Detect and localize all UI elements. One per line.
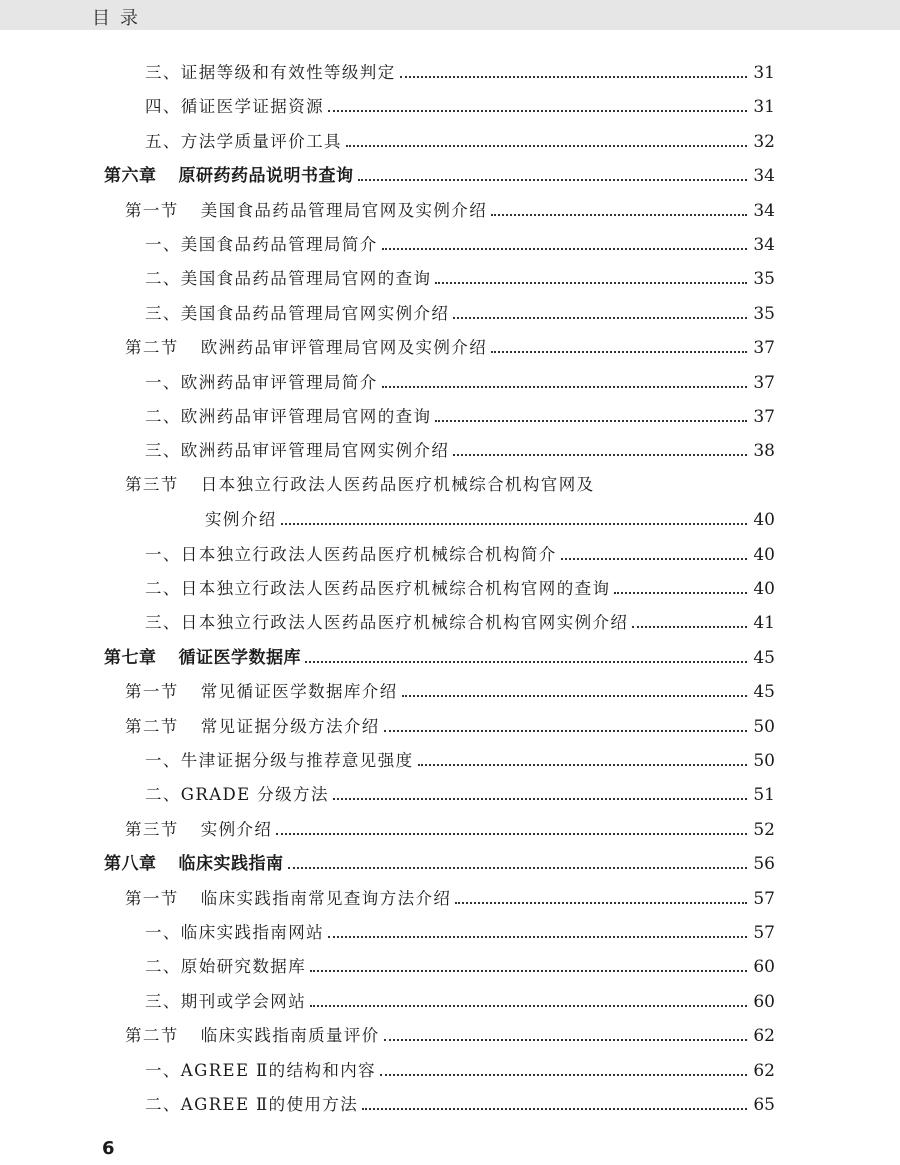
toc-entry[interactable] bbox=[0, 436, 900, 462]
toc-entry-page: 65 bbox=[753, 1095, 775, 1115]
toc-entry-page: 38 bbox=[753, 441, 775, 462]
toc-entry-title: 二、GRADE 分级方法 bbox=[145, 785, 329, 805]
dot-leader bbox=[346, 145, 747, 147]
toc-entry-page: 35 bbox=[753, 303, 775, 324]
toc-entry-label bbox=[104, 853, 284, 875]
toc-entry[interactable] bbox=[0, 1021, 900, 1047]
dot-leader bbox=[328, 936, 747, 938]
header-title: 目录 bbox=[92, 8, 148, 29]
toc-entry-label bbox=[145, 406, 431, 428]
toc-entry[interactable] bbox=[0, 608, 900, 634]
toc-entry-label bbox=[125, 681, 398, 703]
toc-entry-number: 第一节 bbox=[125, 200, 179, 220]
toc-entry-page: 62 bbox=[753, 1026, 775, 1047]
dot-leader bbox=[632, 626, 747, 628]
toc-entry-title: 一、临床实践指南网站 bbox=[145, 923, 324, 942]
dot-leader bbox=[455, 902, 747, 904]
toc-section-number: 第三节 bbox=[125, 475, 179, 494]
toc-entry[interactable] bbox=[0, 849, 900, 875]
dot-leader bbox=[435, 282, 747, 284]
toc-entry-number: 第二节 bbox=[125, 338, 179, 358]
toc-entry[interactable] bbox=[0, 196, 900, 222]
toc-entry-label bbox=[145, 544, 557, 566]
toc-entry-title: 循证医学数据库 bbox=[178, 647, 301, 668]
dot-leader bbox=[328, 110, 747, 112]
toc-entry-page: 52 bbox=[753, 819, 775, 840]
toc-entry-page: 41 bbox=[753, 613, 775, 634]
toc-entry-page: 40 bbox=[753, 579, 775, 599]
toc-entry[interactable] bbox=[0, 677, 900, 703]
toc-entry-number: 第三节 bbox=[125, 819, 179, 839]
toc-entry-page: 34 bbox=[753, 166, 775, 187]
toc-entry-title: 实例介绍 bbox=[205, 510, 277, 530]
running-header bbox=[0, 0, 900, 30]
dot-leader bbox=[384, 730, 748, 732]
toc-entry[interactable] bbox=[0, 1090, 900, 1116]
toc-entry[interactable] bbox=[0, 746, 900, 772]
dot-leader bbox=[362, 1108, 747, 1110]
toc-entry-label bbox=[145, 578, 610, 600]
toc-entry-label bbox=[104, 647, 301, 669]
toc-entry-title: 临床实践指南 bbox=[178, 854, 284, 875]
toc-entry[interactable] bbox=[0, 264, 900, 290]
toc-entry-title: 一、牛津证据分级与推荐意见强度 bbox=[145, 751, 414, 770]
toc-entry-title: 常见循证医学数据库介绍 bbox=[200, 682, 398, 702]
toc-entry-page: 40 bbox=[753, 510, 775, 531]
toc-entry-page: 57 bbox=[753, 888, 775, 909]
dot-leader bbox=[453, 317, 747, 319]
dot-leader bbox=[491, 214, 747, 216]
toc-entry-title: 一、美国食品药品管理局简介 bbox=[145, 235, 378, 254]
toc-entry-label bbox=[104, 165, 354, 187]
toc-entry-label bbox=[145, 612, 628, 634]
toc-entry-title: 二、美国食品药品管理局官网的查询 bbox=[145, 269, 432, 289]
toc-entry-title: 二、AGREE Ⅱ的使用方法 bbox=[145, 1095, 359, 1114]
toc-entry-label bbox=[145, 784, 329, 806]
toc-entry[interactable] bbox=[0, 780, 900, 806]
toc-entry[interactable] bbox=[0, 884, 900, 910]
toc-entry-page: 50 bbox=[753, 751, 775, 771]
toc-entry-title: 临床实践指南质量评价 bbox=[200, 1026, 380, 1046]
toc-entry-page: 34 bbox=[753, 200, 775, 221]
toc-entry-page: 45 bbox=[753, 647, 775, 668]
toc-entry-label bbox=[125, 200, 487, 222]
toc-entry-label bbox=[145, 440, 449, 462]
dot-leader bbox=[418, 764, 748, 766]
toc-entry-page: 56 bbox=[753, 854, 775, 875]
dot-leader bbox=[384, 1039, 748, 1041]
dot-leader bbox=[281, 523, 748, 525]
toc-entry-title: 三、欧洲药品审评管理局官网实例介绍 bbox=[145, 441, 450, 461]
toc-entry-page: 31 bbox=[753, 63, 775, 83]
toc-entry-label bbox=[145, 303, 449, 325]
toc-entry-number: 第二节 bbox=[125, 1026, 179, 1046]
toc-entry-number: 第一节 bbox=[125, 682, 179, 702]
toc-entry-title: 三、日本独立行政法人医药品医疗机械综合机构官网实例介绍 bbox=[145, 613, 629, 633]
dot-leader bbox=[435, 420, 747, 422]
dot-leader bbox=[400, 76, 748, 78]
toc-entry[interactable] bbox=[0, 540, 900, 566]
toc-entry[interactable] bbox=[0, 127, 900, 153]
toc-entry-number: 第一节 bbox=[125, 888, 179, 908]
toc-entry[interactable] bbox=[0, 299, 900, 325]
toc-entry-title: 原研药药品说明书查询 bbox=[178, 166, 354, 187]
toc-entry[interactable] bbox=[0, 505, 900, 531]
toc-entry-page: 60 bbox=[753, 957, 775, 978]
dot-leader bbox=[382, 248, 748, 250]
dot-leader bbox=[453, 454, 747, 456]
toc-entry-page: 57 bbox=[753, 923, 775, 943]
toc-entry-title: 美国食品药品管理局官网及实例介绍 bbox=[200, 200, 488, 220]
toc-entry-title: 一、欧洲药品审评管理局简介 bbox=[145, 372, 378, 392]
toc-entry-number: 第八章 bbox=[104, 854, 157, 875]
toc-entry-title: 二、原始研究数据库 bbox=[145, 957, 307, 977]
dot-leader bbox=[382, 386, 748, 388]
toc-entry-label bbox=[125, 337, 487, 359]
toc-entry-title: 三、期刊或学会网站 bbox=[145, 991, 307, 1011]
toc-entry[interactable] bbox=[0, 161, 900, 187]
toc-entry-title: 四、循证医学证据资源 bbox=[145, 97, 324, 117]
dot-leader bbox=[402, 695, 748, 697]
toc-entry-title: 欧洲药品审评管理局官网及实例介绍 bbox=[200, 338, 488, 358]
dot-leader bbox=[561, 558, 748, 560]
toc-entry-page: 37 bbox=[753, 372, 775, 393]
dot-leader bbox=[614, 592, 747, 594]
toc-entry-label bbox=[125, 819, 272, 841]
toc-entry[interactable] bbox=[0, 402, 900, 428]
toc-entry-page: 40 bbox=[753, 544, 775, 565]
toc-entry-page: 51 bbox=[753, 785, 775, 806]
toc-entry-page: 60 bbox=[753, 991, 775, 1012]
toc-entry-label bbox=[125, 716, 380, 738]
toc-entry-page: 32 bbox=[753, 131, 775, 152]
toc-section-title: 日本独立行政法人医药品医疗机械综合机构官网及 bbox=[200, 475, 595, 494]
dot-leader bbox=[310, 1005, 747, 1007]
toc-entry-title: 二、欧洲药品审评管理局官网的查询 bbox=[145, 407, 432, 426]
toc-entry-label bbox=[145, 991, 306, 1013]
toc-entry-label bbox=[125, 1025, 380, 1047]
dot-leader bbox=[380, 1074, 747, 1076]
dot-leader bbox=[333, 798, 748, 800]
toc-entry-title: 二、日本独立行政法人医药品医疗机械综合机构官网的查询 bbox=[145, 579, 611, 598]
toc-entry-page: 37 bbox=[753, 338, 775, 359]
dot-leader bbox=[276, 833, 747, 835]
toc-entry[interactable] bbox=[0, 230, 900, 256]
dot-leader bbox=[310, 970, 747, 972]
toc-entry[interactable] bbox=[0, 643, 900, 669]
toc-entry-page: 31 bbox=[753, 97, 775, 118]
toc-entry-label bbox=[145, 234, 378, 256]
page-number: 6 bbox=[102, 1138, 115, 1159]
toc-entry[interactable] bbox=[0, 815, 900, 841]
toc-entry-page: 45 bbox=[753, 682, 775, 703]
toc-entry-title: 三、美国食品药品管理局官网实例介绍 bbox=[145, 303, 450, 323]
toc-entry[interactable] bbox=[0, 333, 900, 359]
toc-entry-label bbox=[145, 922, 324, 944]
toc-entry-label bbox=[145, 372, 378, 394]
dot-leader bbox=[305, 661, 747, 663]
toc-entry-label bbox=[145, 1060, 376, 1082]
toc-entry-page: 37 bbox=[753, 407, 775, 427]
dot-leader bbox=[358, 179, 748, 181]
toc-entry-number: 第七章 bbox=[104, 647, 157, 668]
toc-entry-title: 实例介绍 bbox=[200, 819, 273, 839]
toc-entry-title: 五、方法学质量评价工具 bbox=[145, 131, 342, 151]
toc-entry[interactable] bbox=[0, 918, 900, 944]
toc-entry[interactable] bbox=[0, 987, 900, 1013]
dot-leader bbox=[491, 351, 747, 353]
toc-section-heading bbox=[125, 474, 595, 496]
toc-entry-label bbox=[145, 62, 396, 84]
toc-entry-title: 一、日本独立行政法人医药品医疗机械综合机构简介 bbox=[145, 544, 557, 564]
dot-leader bbox=[288, 867, 748, 869]
toc-entry-number: 第六章 bbox=[104, 166, 157, 187]
toc-entry-label bbox=[145, 956, 306, 978]
toc-entry[interactable] bbox=[0, 1056, 900, 1082]
toc-entry-page: 62 bbox=[753, 1060, 775, 1081]
toc-entry-page: 35 bbox=[753, 269, 775, 290]
toc-entry-number: 第二节 bbox=[125, 716, 179, 736]
toc-entry-title: 临床实践指南常见查询方法介绍 bbox=[200, 888, 452, 908]
toc-entry-title: 一、AGREE Ⅱ的结构和内容 bbox=[145, 1060, 377, 1080]
toc-entry-page: 50 bbox=[753, 716, 775, 737]
toc-entry-label bbox=[145, 96, 324, 118]
toc-entry-label bbox=[145, 131, 342, 153]
toc-entry[interactable] bbox=[0, 712, 900, 738]
toc-entry[interactable] bbox=[0, 952, 900, 978]
toc-entry[interactable] bbox=[0, 58, 900, 84]
toc-entry[interactable] bbox=[0, 92, 900, 118]
toc-entry[interactable] bbox=[0, 368, 900, 394]
toc-entry-label bbox=[145, 1094, 358, 1116]
toc-entry-page: 34 bbox=[753, 235, 775, 255]
toc-entry-label bbox=[145, 268, 431, 290]
toc-entry-title: 常见证据分级方法介绍 bbox=[200, 716, 380, 736]
toc-entry[interactable] bbox=[0, 574, 900, 600]
toc-entry-label bbox=[205, 509, 277, 531]
toc-entry-label bbox=[145, 750, 414, 772]
toc-entry-label bbox=[125, 888, 451, 910]
toc-entry-title: 三、证据等级和有效性等级判定 bbox=[145, 63, 396, 82]
